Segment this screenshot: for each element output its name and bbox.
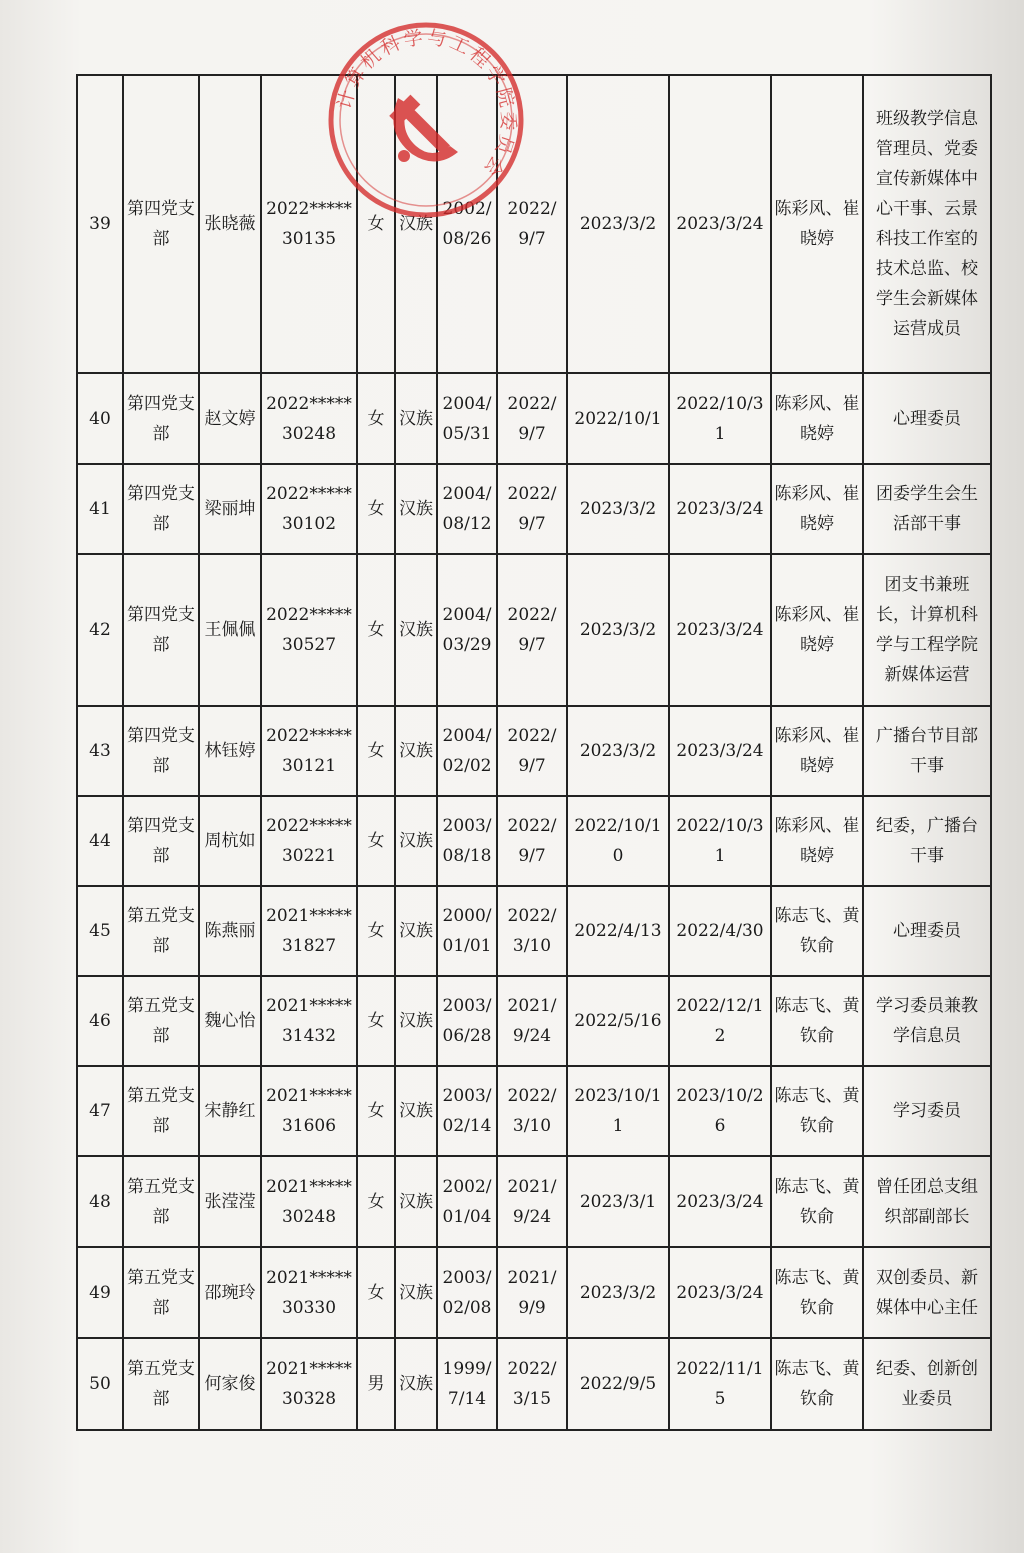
gender-cell: 女 (357, 1156, 395, 1247)
seal-text: 计算机科学与工程学院委员会 (333, 26, 520, 183)
ethnicity-cell: 汉族 (395, 554, 437, 706)
activist-date-cell: 2023/10/11 (567, 1066, 669, 1156)
activist-date-cell: 2022/5/16 (567, 976, 669, 1066)
training-contacts-cell: 陈彩风、崔晓婷 (771, 706, 863, 796)
party-branch-cell: 第五党支部 (123, 1066, 199, 1156)
candidate-date-cell: 2023/10/26 (669, 1066, 771, 1156)
training-contacts-cell: 陈志飞、黄钦俞 (771, 976, 863, 1066)
birth-date-cell: 2003/08/18 (437, 796, 497, 886)
training-contacts-cell: 陈志飞、黄钦俞 (771, 886, 863, 976)
student-id-cell: 2022*****30248 (261, 373, 357, 464)
candidate-date-cell: 2022/10/31 (669, 373, 771, 464)
student-id-cell: 2022*****30527 (261, 554, 357, 706)
ethnicity-cell: 汉族 (395, 886, 437, 976)
training-contacts-cell: 陈志飞、黄钦俞 (771, 1156, 863, 1247)
activist-date-cell: 2023/3/2 (567, 554, 669, 706)
candidate-date-cell: 2023/3/24 (669, 1247, 771, 1338)
birth-date-cell: 2004/05/31 (437, 373, 497, 464)
ethnicity-cell: 汉族 (395, 796, 437, 886)
row-number-cell: 46 (77, 976, 123, 1066)
row-number-cell: 41 (77, 464, 123, 554)
position-role-cell: 团委学生会生活部干事 (863, 464, 991, 554)
candidate-date-cell: 2023/3/24 (669, 554, 771, 706)
candidate-date-cell: 2022/4/30 (669, 886, 771, 976)
gender-cell: 女 (357, 1247, 395, 1338)
application-date-cell: 2022/3/10 (497, 886, 567, 976)
row-number-cell: 43 (77, 706, 123, 796)
party-branch-cell: 第四党支部 (123, 796, 199, 886)
student-id-cell: 2022*****30102 (261, 464, 357, 554)
table-body (77, 75, 991, 1430)
party-branch-cell: 第四党支部 (123, 373, 199, 464)
activist-date-cell: 2023/3/2 (567, 1247, 669, 1338)
row-number-cell: 40 (77, 373, 123, 464)
application-date-cell: 2022/9/7 (497, 554, 567, 706)
party-branch-cell: 第五党支部 (123, 976, 199, 1066)
member-name-cell: 张滢滢 (199, 1156, 261, 1247)
row-number-cell: 49 (77, 1247, 123, 1338)
table-row (77, 373, 991, 464)
row-number-cell: 48 (77, 1156, 123, 1247)
candidate-date-cell: 2023/3/24 (669, 75, 771, 373)
row-number-cell: 39 (77, 75, 123, 373)
member-name-cell: 张晓薇 (199, 75, 261, 373)
party-branch-cell: 第五党支部 (123, 1247, 199, 1338)
birth-date-cell: 2003/02/14 (437, 1066, 497, 1156)
candidate-date-cell: 2022/10/31 (669, 796, 771, 886)
application-date-cell: 2022/9/7 (497, 373, 567, 464)
gender-cell: 女 (357, 554, 395, 706)
table-row (77, 796, 991, 886)
row-number-cell: 44 (77, 796, 123, 886)
position-role-cell: 曾任团总支组织部副部长 (863, 1156, 991, 1247)
activist-date-cell: 2023/3/2 (567, 75, 669, 373)
application-date-cell: 2022/9/7 (497, 75, 567, 373)
ethnicity-cell: 汉族 (395, 1247, 437, 1338)
training-contacts-cell: 陈彩风、崔晓婷 (771, 373, 863, 464)
training-contacts-cell: 陈彩风、崔晓婷 (771, 554, 863, 706)
ethnicity-cell: 汉族 (395, 706, 437, 796)
training-contacts-cell: 陈彩风、崔晓婷 (771, 75, 863, 373)
birth-date-cell: 2002/08/26 (437, 75, 497, 373)
position-role-cell: 班级教学信息管理员、党委宣传新媒体中心干事、云景科技工作室的技术总监、校学生会新媒体运营成员 (863, 75, 991, 373)
member-name-cell: 陈燕丽 (199, 886, 261, 976)
table-row (77, 75, 991, 373)
member-name-cell: 宋静红 (199, 1066, 261, 1156)
birth-date-cell: 2004/02/02 (437, 706, 497, 796)
candidate-date-cell: 2022/12/12 (669, 976, 771, 1066)
training-contacts-cell: 陈彩风、崔晓婷 (771, 796, 863, 886)
gender-cell: 男 (357, 1338, 395, 1430)
row-number-cell: 47 (77, 1066, 123, 1156)
table-row (77, 1338, 991, 1430)
activist-date-cell: 2022/4/13 (567, 886, 669, 976)
student-id-cell: 2021*****30328 (261, 1338, 357, 1430)
application-date-cell: 2022/9/7 (497, 464, 567, 554)
party-branch-cell: 第四党支部 (123, 464, 199, 554)
birth-date-cell: 2000/01/01 (437, 886, 497, 976)
position-role-cell: 双创委员、新媒体中心主任 (863, 1247, 991, 1338)
application-date-cell: 2021/9/24 (497, 1156, 567, 1247)
student-id-cell: 2021*****30248 (261, 1156, 357, 1247)
party-branch-cell: 第四党支部 (123, 706, 199, 796)
member-name-cell: 魏心怡 (199, 976, 261, 1066)
candidate-date-cell: 2023/3/24 (669, 1156, 771, 1247)
table-row (77, 706, 991, 796)
ethnicity-cell: 汉族 (395, 1338, 437, 1430)
birth-date-cell: 2004/08/12 (437, 464, 497, 554)
gender-cell: 女 (357, 1066, 395, 1156)
birth-date-cell: 2002/01/04 (437, 1156, 497, 1247)
student-id-cell: 2021*****31432 (261, 976, 357, 1066)
activist-date-cell: 2022/9/5 (567, 1338, 669, 1430)
gender-cell: 女 (357, 75, 395, 373)
position-role-cell: 纪委、创新创业委员 (863, 1338, 991, 1430)
member-table (76, 74, 992, 1431)
table-row (77, 1247, 991, 1338)
gender-cell: 女 (357, 706, 395, 796)
application-date-cell: 2022/3/15 (497, 1338, 567, 1430)
position-role-cell: 团支书兼班长，计算机科学与工程学院新媒体运营 (863, 554, 991, 706)
activist-date-cell: 2022/10/1 (567, 373, 669, 464)
position-role-cell: 纪委，广播台干事 (863, 796, 991, 886)
row-number-cell: 50 (77, 1338, 123, 1430)
application-date-cell: 2022/9/7 (497, 796, 567, 886)
table-row (77, 554, 991, 706)
party-branch-cell: 第五党支部 (123, 1338, 199, 1430)
activist-date-cell: 2023/3/2 (567, 464, 669, 554)
gender-cell: 女 (357, 976, 395, 1066)
position-role-cell: 学习委员 (863, 1066, 991, 1156)
application-date-cell: 2021/9/9 (497, 1247, 567, 1338)
gender-cell: 女 (357, 886, 395, 976)
gender-cell: 女 (357, 373, 395, 464)
ethnicity-cell: 汉族 (395, 1156, 437, 1247)
party-branch-cell: 第四党支部 (123, 554, 199, 706)
activist-date-cell: 2023/3/2 (567, 706, 669, 796)
student-id-cell: 2022*****30121 (261, 706, 357, 796)
gender-cell: 女 (357, 464, 395, 554)
application-date-cell: 2022/9/7 (497, 706, 567, 796)
training-contacts-cell: 陈志飞、黄钦俞 (771, 1247, 863, 1338)
candidate-date-cell: 2023/3/24 (669, 464, 771, 554)
row-number-cell: 42 (77, 554, 123, 706)
party-branch-cell: 第四党支部 (123, 75, 199, 373)
position-role-cell: 心理委员 (863, 373, 991, 464)
birth-date-cell: 2003/02/08 (437, 1247, 497, 1338)
birth-date-cell: 2004/03/29 (437, 554, 497, 706)
position-role-cell: 广播台节目部干事 (863, 706, 991, 796)
student-id-cell: 2021*****31827 (261, 886, 357, 976)
training-contacts-cell: 陈彩风、崔晓婷 (771, 464, 863, 554)
table-row (77, 976, 991, 1066)
party-branch-cell: 第五党支部 (123, 1156, 199, 1247)
party-branch-cell: 第五党支部 (123, 886, 199, 976)
birth-date-cell: 1999/7/14 (437, 1338, 497, 1430)
row-number-cell: 45 (77, 886, 123, 976)
table-row (77, 464, 991, 554)
table-row (77, 1156, 991, 1247)
training-contacts-cell: 陈志飞、黄钦俞 (771, 1066, 863, 1156)
member-name-cell: 赵文婷 (199, 373, 261, 464)
position-role-cell: 心理委员 (863, 886, 991, 976)
member-name-cell: 林钰婷 (199, 706, 261, 796)
application-date-cell: 2021/9/24 (497, 976, 567, 1066)
member-name-cell: 邵琬玲 (199, 1247, 261, 1338)
candidate-date-cell: 2023/3/24 (669, 706, 771, 796)
birth-date-cell: 2003/06/28 (437, 976, 497, 1066)
position-role-cell: 学习委员兼教学信息员 (863, 976, 991, 1066)
table-row (77, 1066, 991, 1156)
student-id-cell: 2021*****31606 (261, 1066, 357, 1156)
ethnicity-cell: 汉族 (395, 464, 437, 554)
activist-date-cell: 2023/3/1 (567, 1156, 669, 1247)
member-name-cell: 梁丽坤 (199, 464, 261, 554)
student-id-cell: 2021*****30330 (261, 1247, 357, 1338)
ethnicity-cell: 汉族 (395, 373, 437, 464)
table-row (77, 886, 991, 976)
member-name-cell: 何家俊 (199, 1338, 261, 1430)
student-id-cell: 2022*****30221 (261, 796, 357, 886)
gender-cell: 女 (357, 796, 395, 886)
member-name-cell: 王佩佩 (199, 554, 261, 706)
ethnicity-cell: 汉族 (395, 976, 437, 1066)
ethnicity-cell: 汉族 (395, 1066, 437, 1156)
student-id-cell: 2022*****30135 (261, 75, 357, 373)
ethnicity-cell: 汉族 (395, 75, 437, 373)
application-date-cell: 2022/3/10 (497, 1066, 567, 1156)
training-contacts-cell: 陈志飞、黄钦俞 (771, 1338, 863, 1430)
candidate-date-cell: 2022/11/15 (669, 1338, 771, 1430)
member-name-cell: 周杭如 (199, 796, 261, 886)
activist-date-cell: 2022/10/10 (567, 796, 669, 886)
